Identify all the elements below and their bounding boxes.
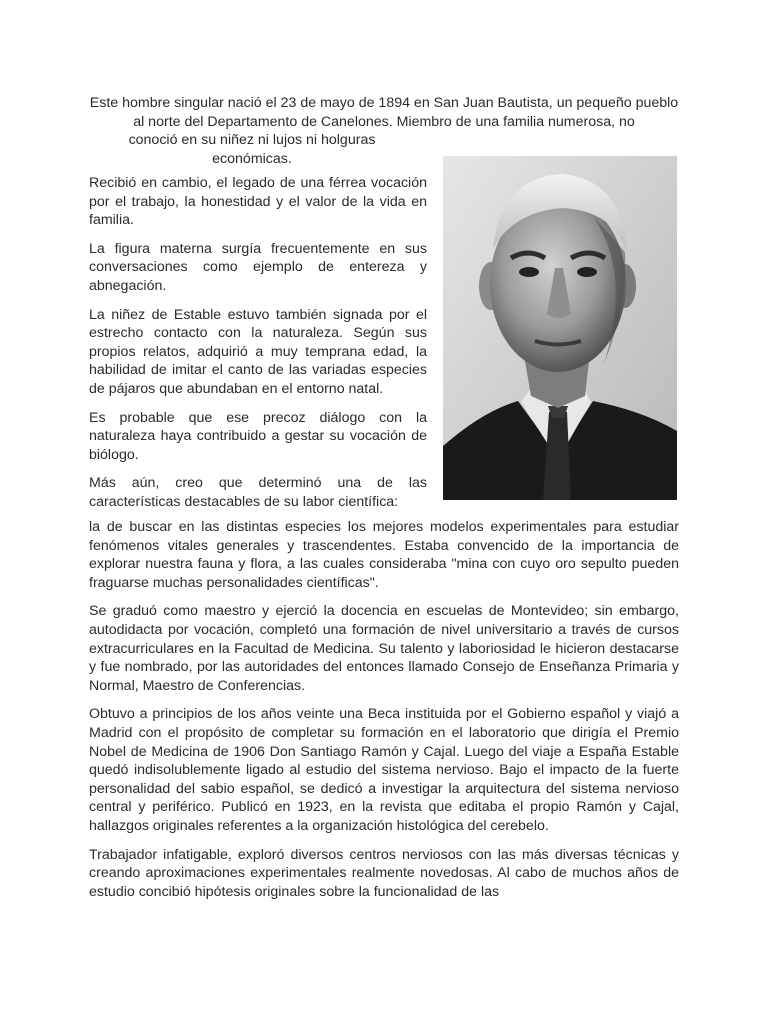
wrapped-column bbox=[89, 174, 427, 522]
paragraph-ninez: La niñez de Estable estuvo también signada por el estrecho contacto con la naturaleza. Según sus propios relatos, adquirió a muy temprana edad, la habilidad de imitar el canto de las variadas especies de pájaros que abundaban en el entorno natal. bbox=[89, 306, 427, 397]
paragraph-beca: Obtuvo a principios de los años veinte una Beca instituida por el Gobierno español y viajó a Madrid con el propósito de completar su formación en el laboratorio que dirigía el Premio Nobel de Medicina de 1906 Don Santiago Ramón y Cajal. Luego del viaje a España Estable quedó indisolublemente ligado al estudio del sistema nervioso. Bajo el impacto de la fuerte personalidad del sabio español, se dedicó a investigar la arquitectura del sistema nervioso central y periférico. Publicó en 1923, en la revista que editaba el propio Ramón y Cajal, hallazgos originales referentes a la organización histológica del cerebelo. bbox=[89, 706, 679, 834]
paragraph-maestro: Se graduó como maestro y ejerció la docencia en escuelas de Montevideo; sin embargo, autodidacta por vocación, completó una formación de nivel universitario a través de cursos extracurriculares en la Facultad de Medicina. Su talento y laboriosidad le hicieron destacarse y fue nombrado, por las autoridades del entonces llamado Consejo de Enseñanza Primaria y Normal, Maestro de Conferencias. bbox=[89, 603, 679, 694]
intro-tail bbox=[84, 131, 420, 168]
paragraph-trabajador: Trabajador infatigable, exploró diversos centros nerviosos con las más diversas técnicas y creando aproximaciones experimentales realmente novedosas. Al cabo de muchos años de estudio concibió hipótesis originales sobre la funcionalidad de las bbox=[89, 846, 679, 900]
portrait-photo bbox=[443, 156, 677, 500]
paragraph-legado: Recibió en cambio, el legado de una férrea vocación por el trabajo, la honestidad y el valor de la vida en familia. bbox=[89, 175, 427, 229]
full-width-body bbox=[89, 518, 679, 911]
intro-paragraph bbox=[84, 94, 684, 131]
paragraph-dialogo: Es probable que ese precoz diálogo con la naturaleza haya contribuido a gestar su vocación de biólogo. bbox=[89, 409, 427, 463]
paragraph-mas-aun: Más aún, creo que determinó una de las características destacables de su labor científica: bbox=[89, 475, 427, 510]
paragraph-continuation: la de buscar en las distintas especies los mejores modelos experimentales para estudiar fenómenos vitales generales y trascendentes. Estaba convencido de la importancia de explorar nuestra fauna y flora, a las cuales consideraba "mina con cuyo oro sepulto pueden fraguarse muchas personalidades científicas". bbox=[89, 519, 679, 591]
portrait-illustration bbox=[443, 156, 677, 500]
intro-tail-line-1: conoció en su niñez ni lujos ni holguras bbox=[128, 132, 376, 148]
intro-tail-line-2: económicas. bbox=[212, 150, 292, 167]
intro-text: Este hombre singular nació el 23 de mayo de 1894 en San Juan Bautista, un pequeño pueblo al norte del Departamento de Canelones. Miembro de una familia numerosa, no bbox=[89, 95, 679, 130]
paragraph-figura-materna: La figura materna surgía frecuentemente en sus conversaciones como ejemplo de entereza y abnegación. bbox=[89, 240, 427, 294]
